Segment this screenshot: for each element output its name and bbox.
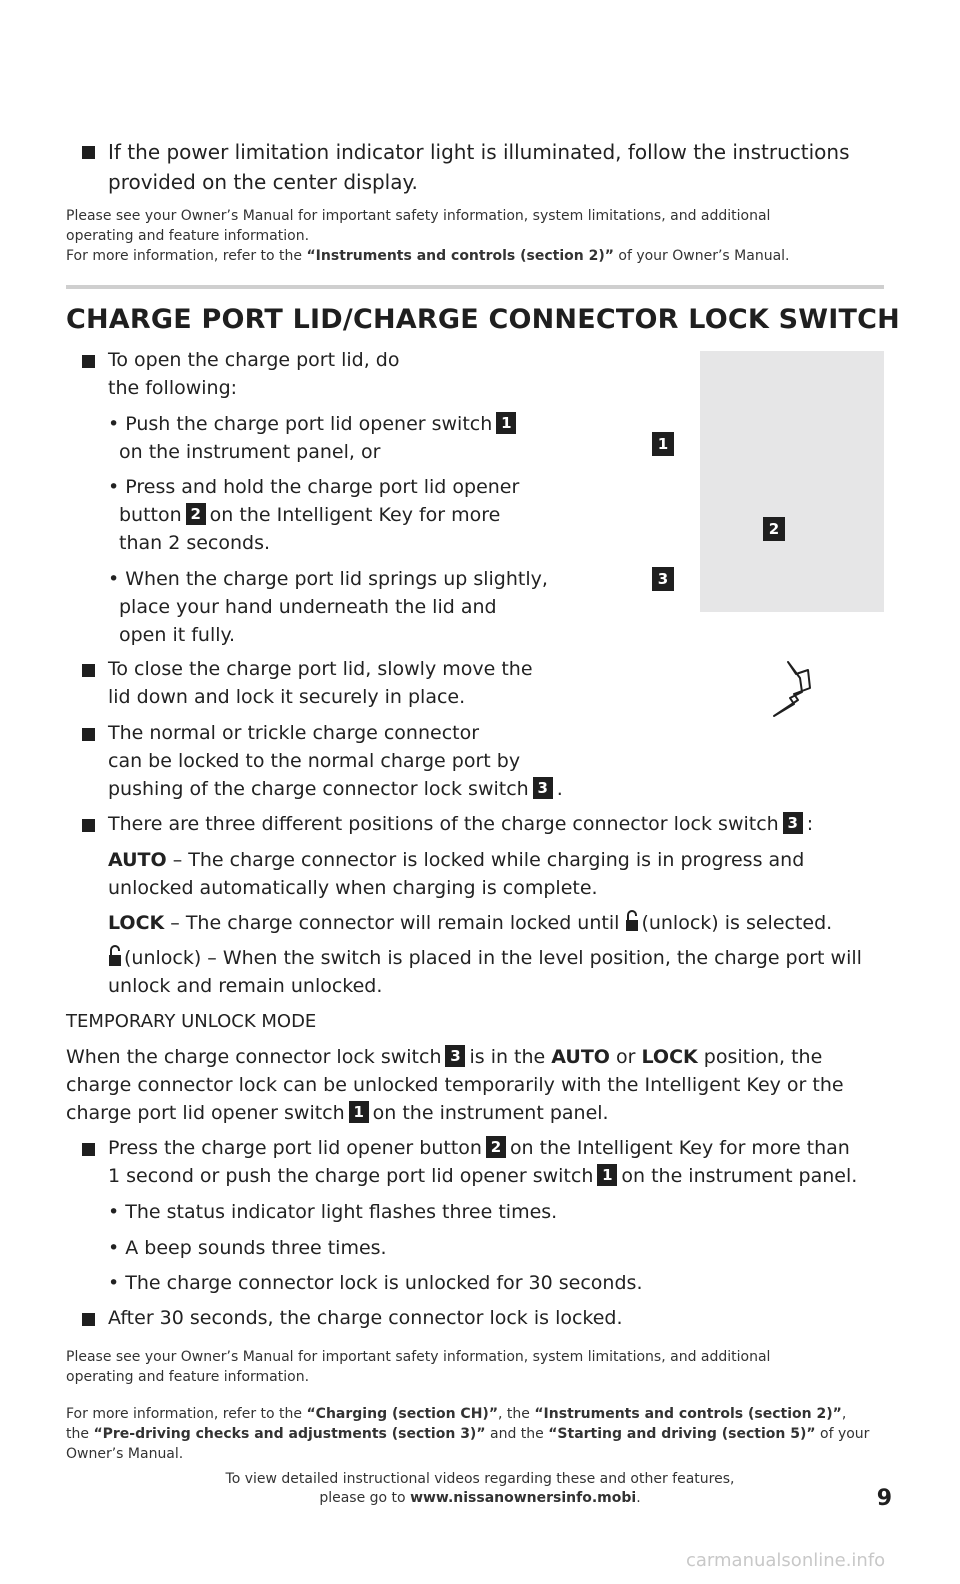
callout-badge-3: 3 bbox=[445, 1045, 465, 1067]
watermark: carmanualsonline.info bbox=[686, 1550, 886, 1571]
temporary-unlock-text: When the charge connector lock switch 3 is in the AUTO or LOCK position, the charge connector lock can be unlocked temporarily with the Intelligent Key or the charge port lid opener switch 1 on the instrument panel. bbox=[66, 1046, 844, 1124]
footer-link-line: please go to www.nissanownersinfo.mobi. bbox=[319, 1490, 641, 1506]
lock-description: LOCK – The charge connector will remain locked until (unlock) is selected. bbox=[108, 912, 833, 934]
reference-line: For more information, refer to the “Instruments and controls (section 2)” of your Owner’s Manual. bbox=[66, 248, 790, 264]
owners-info-link[interactable]: www.nissanownersinfo.mobi bbox=[410, 1490, 637, 1506]
callout-badge-2: 2 bbox=[186, 503, 206, 525]
note-line: Please see your Owner’s Manual for important safety information, system limitations, and additional bbox=[66, 208, 771, 224]
three-positions-text: There are three different positions of the charge connector lock switch 3 : bbox=[108, 813, 814, 835]
unlock-icon bbox=[625, 910, 639, 932]
sub-item-press-button: • Press and hold the charge port lid opener button 2 on the Intelligent Key for more than 2 seconds. bbox=[108, 476, 520, 554]
figure-label-3: 3 bbox=[652, 567, 674, 591]
switch-arrow-icon bbox=[768, 660, 824, 720]
flash-text: • The status indicator light flashes three times. bbox=[108, 1201, 558, 1223]
bullet-square bbox=[82, 1313, 95, 1326]
after-30-text: After 30 seconds, the charge connector lock is locked. bbox=[108, 1307, 623, 1329]
footer-line: To view detailed instructional videos regarding these and other features, bbox=[225, 1471, 735, 1487]
press-button-text: Press the charge port lid opener button 2 on the Intelligent Key for more than 1 second or push the charge port lid opener switch 1 on the instrument panel. bbox=[108, 1137, 858, 1187]
bullet-square bbox=[82, 819, 95, 832]
temporary-unlock-heading: TEMPORARY UNLOCK MODE bbox=[66, 1011, 317, 1032]
callout-badge-1: 1 bbox=[597, 1164, 617, 1186]
unlock-description: (unlock) – When the switch is placed in the level position, the charge port will unlock and remain unlocked. bbox=[108, 947, 862, 997]
callout-badge-3: 3 bbox=[533, 777, 553, 799]
callout-badge-1: 1 bbox=[496, 412, 516, 434]
note-line: operating and feature information. bbox=[66, 228, 310, 244]
section-divider bbox=[66, 285, 884, 289]
reference-bottom: For more information, refer to the “Charging (section CH)”, the “Instruments and controls (section 2)”, the “Pre-driving checks and adjustments (section 3)” and the “Starting and driving (section 5)” of your Owner’s Manual. bbox=[66, 1406, 870, 1462]
safety-note bbox=[66, 206, 886, 266]
close-lid-text: To close the charge port lid, slowly move the lid down and lock it securely in place. bbox=[108, 658, 533, 708]
auto-description: AUTO – The charge connector is locked while charging is in progress and unlocked automatically when charging is complete. bbox=[108, 849, 805, 899]
callout-badge-3: 3 bbox=[783, 812, 803, 834]
page-number: 9 bbox=[876, 1486, 892, 1511]
section-title: CHARGE PORT LID/CHARGE CONNECTOR LOCK SWITCH bbox=[66, 304, 900, 335]
beep-text: • A beep sounds three times. bbox=[108, 1237, 387, 1259]
bullet-square bbox=[82, 355, 95, 368]
bullet-square bbox=[82, 146, 95, 159]
bullet-square bbox=[82, 1143, 95, 1156]
normal-connector-text: The normal or trickle charge connector can be locked to the normal charge port by pushing of the charge connector lock switch 3 . bbox=[108, 722, 563, 800]
bullet-square bbox=[82, 664, 95, 677]
callout-badge-1: 1 bbox=[349, 1101, 369, 1123]
unlocked-30-text: • The charge connector lock is unlocked for 30 seconds. bbox=[108, 1272, 643, 1294]
sub-item-lid-springs: • When the charge port lid springs up slightly, place your hand underneath the lid and open it fully. bbox=[108, 568, 548, 646]
figure-image-placeholder bbox=[700, 351, 884, 612]
sub-item-push-switch: • Push the charge port lid opener switch 1 on the instrument panel, or bbox=[108, 410, 628, 466]
figure-label-1: 1 bbox=[652, 432, 674, 456]
bullet-square bbox=[82, 728, 95, 741]
safety-note-bottom: Please see your Owner’s Manual for important safety information, system limitations, and additional operating and feature information. bbox=[66, 1349, 771, 1385]
open-lid-text: To open the charge port lid, do the following: bbox=[108, 349, 400, 399]
unlock-icon bbox=[108, 945, 122, 967]
power-limitation-text: If the power limitation indicator light is illuminated, follow the instructions provided on the center display. bbox=[108, 140, 850, 194]
figure-label-2: 2 bbox=[763, 517, 785, 541]
callout-badge-2: 2 bbox=[486, 1136, 506, 1158]
